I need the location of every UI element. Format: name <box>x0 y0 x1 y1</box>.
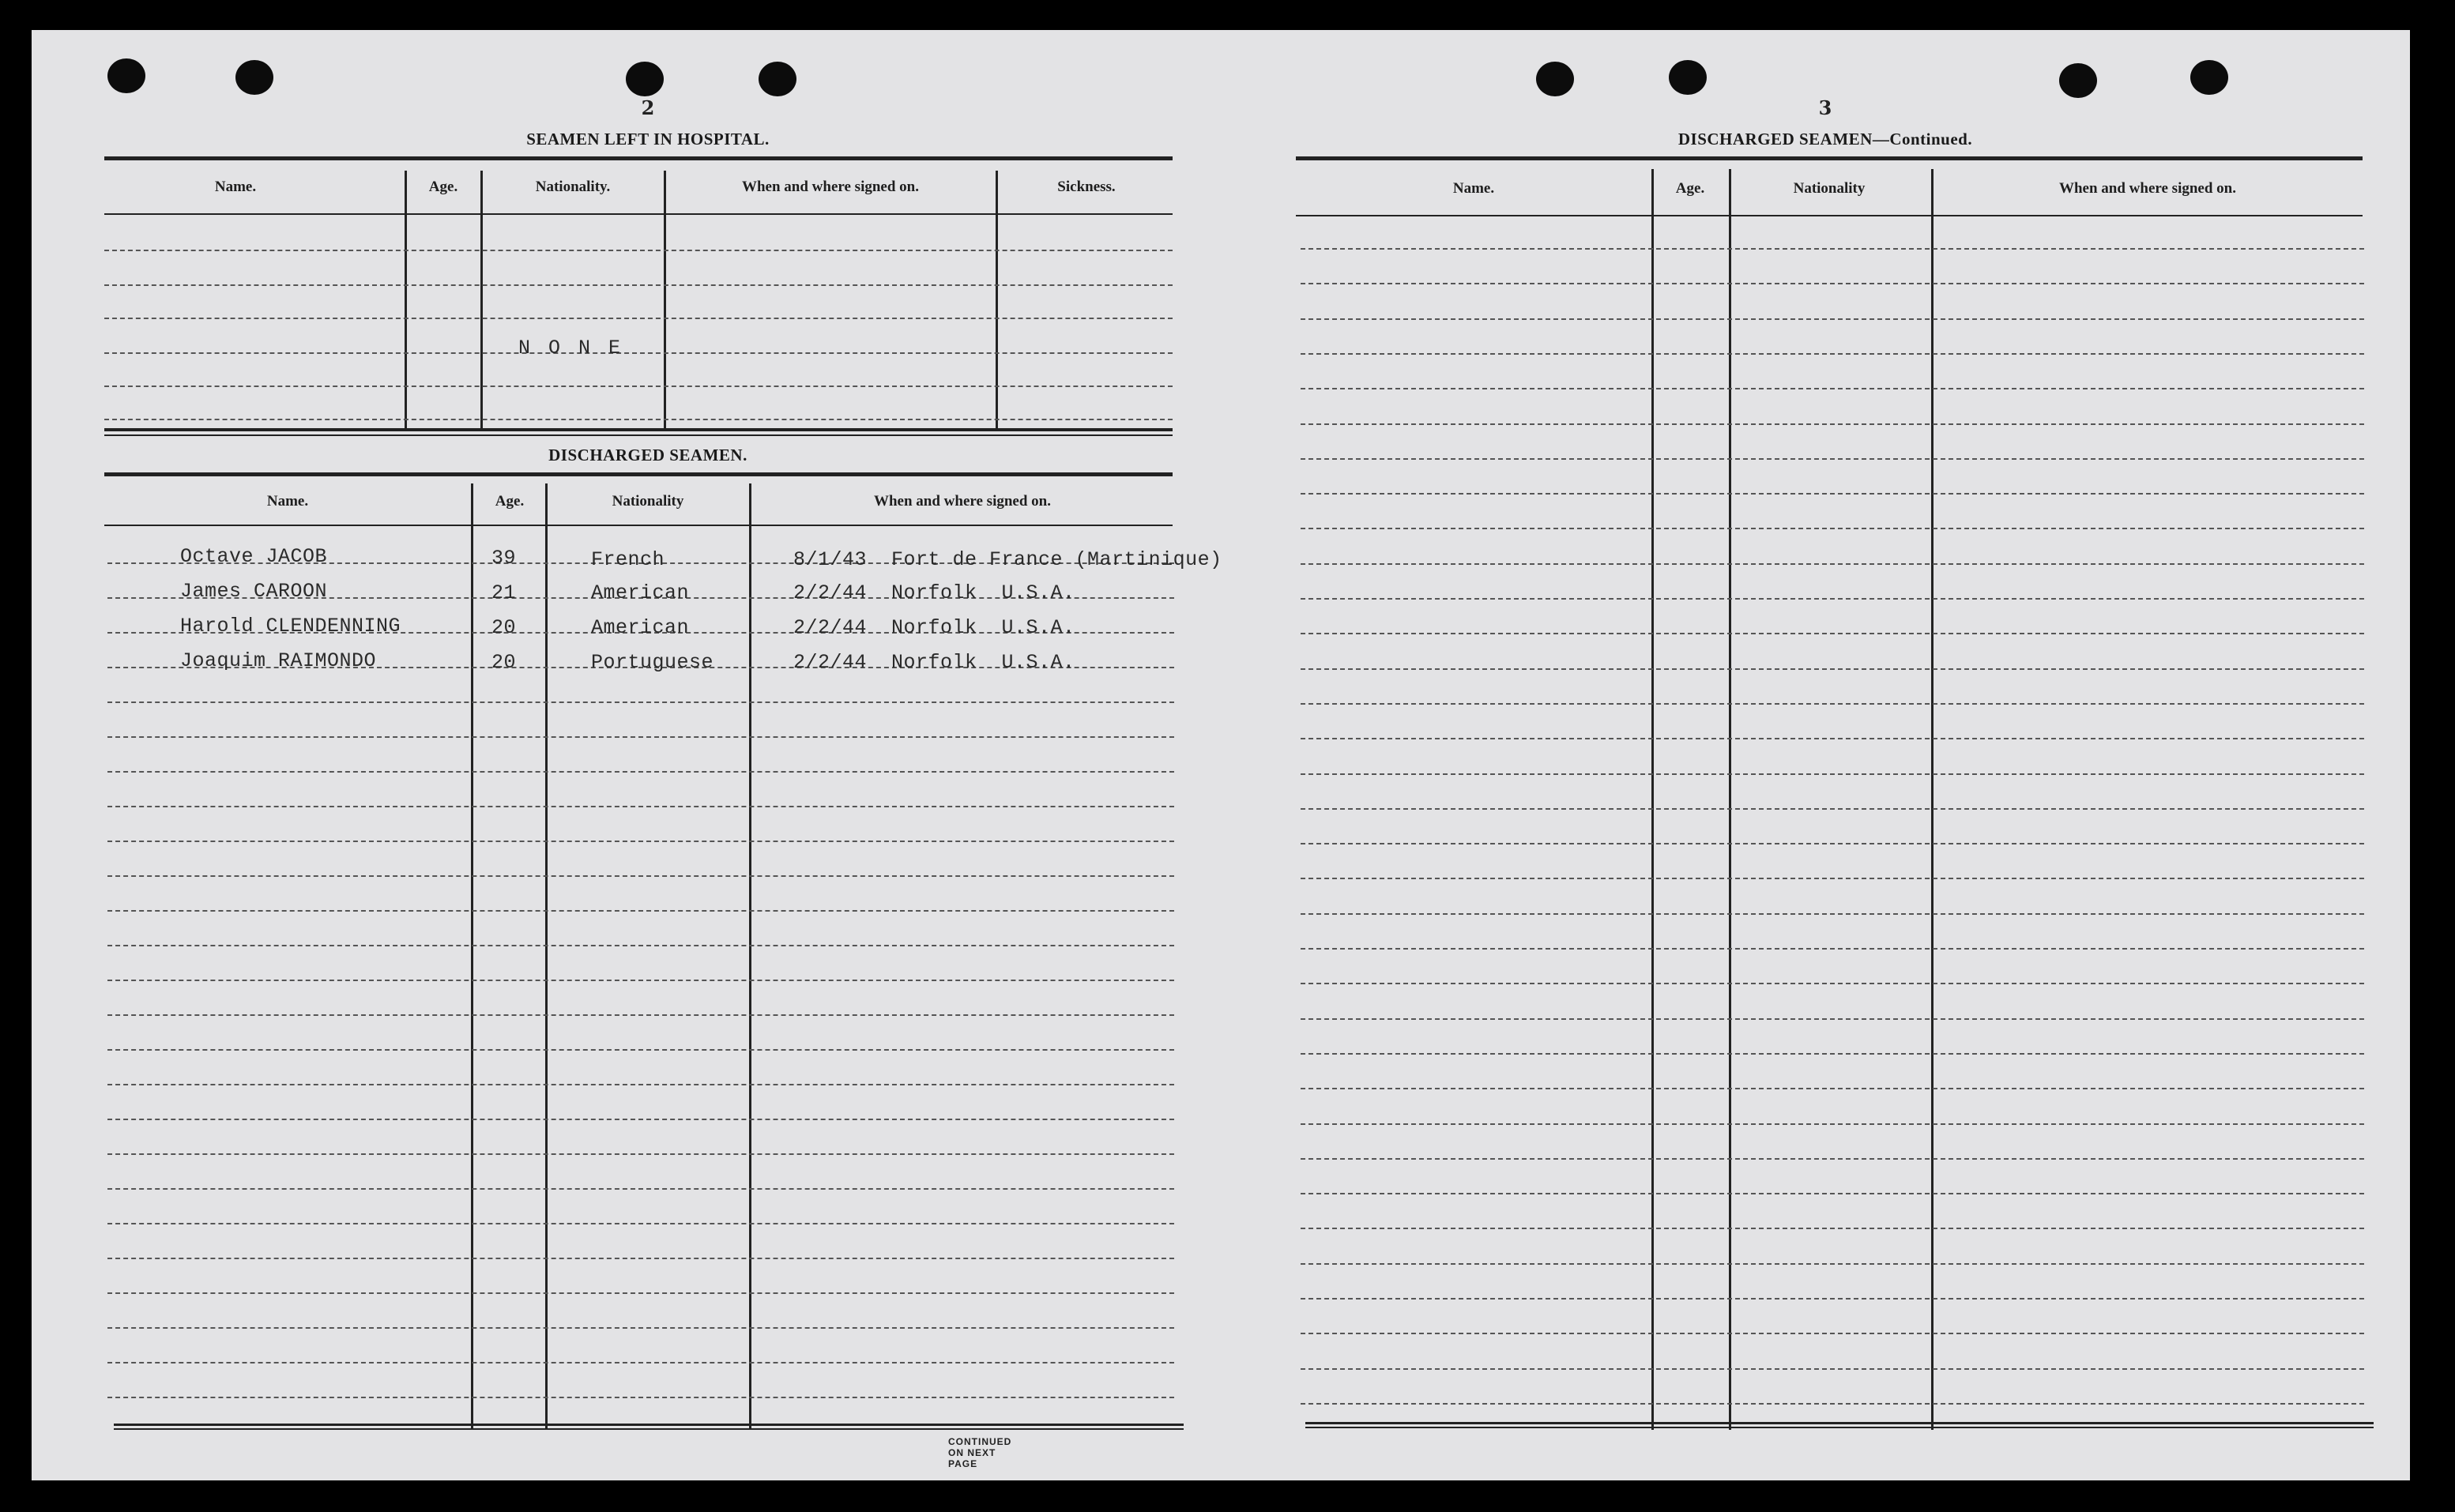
column-divider <box>480 171 483 430</box>
column-divider <box>545 483 548 1430</box>
punch-hole <box>235 60 273 95</box>
dotted-line <box>1301 1123 2364 1125</box>
dotted-line <box>104 250 1173 251</box>
hospital-header-age: Age. <box>428 179 458 195</box>
continued-header-age: Age. <box>1675 180 1705 197</box>
dotted-line <box>107 910 1174 912</box>
discharged-header-signed-on: When and where signed on. <box>873 493 1051 510</box>
dotted-line <box>1301 528 2364 529</box>
row-age: 39 <box>491 547 517 570</box>
dotted-line <box>1301 913 2364 915</box>
section-rule <box>104 428 1173 431</box>
section-rule <box>104 472 1173 476</box>
dotted-line <box>1301 563 2364 565</box>
dotted-line <box>1301 983 2364 984</box>
row-nationality: Portuguese <box>591 651 714 674</box>
dotted-line <box>1301 878 2364 879</box>
punch-hole <box>1536 62 1574 96</box>
dotted-line <box>107 1223 1174 1224</box>
bottom-rule <box>1305 1422 2374 1424</box>
hospital-header-sickness: Sickness. <box>1057 179 1116 195</box>
dotted-line <box>1301 1158 2364 1160</box>
row-signed-on: 2/2/44 Norfolk U.S.A. <box>793 651 1075 674</box>
dotted-line <box>107 1397 1174 1398</box>
dotted-line <box>104 352 1173 354</box>
punch-hole <box>107 58 145 93</box>
dotted-line <box>1301 1403 2364 1405</box>
dotted-line <box>1301 703 2364 705</box>
column-divider <box>405 171 407 430</box>
row-age: 20 <box>491 651 517 674</box>
column-divider <box>1729 169 1731 1430</box>
bottom-rule <box>114 1424 1184 1426</box>
dotted-line <box>1301 1228 2364 1229</box>
continued-header-signed-on: When and where signed on. <box>2058 180 2236 197</box>
column-divider <box>471 483 473 1430</box>
dotted-line <box>107 1049 1174 1051</box>
dotted-line <box>107 1362 1174 1363</box>
row-name: Octave JACOB <box>180 545 328 568</box>
discharged-section-title: DISCHARGED SEAMEN. <box>548 446 747 465</box>
dotted-line <box>1301 1298 2364 1299</box>
section-rule <box>104 434 1173 436</box>
row-signed-on: 2/2/44 Norfolk U.S.A. <box>793 581 1075 604</box>
dotted-line <box>107 1153 1174 1155</box>
punch-hole <box>2190 60 2228 95</box>
dotted-line <box>1301 1368 2364 1370</box>
dotted-line <box>1301 1088 2364 1089</box>
dotted-line <box>1301 423 2364 425</box>
dotted-line <box>107 1292 1174 1294</box>
section-rule <box>104 156 1173 160</box>
page-number: 2 <box>641 96 655 119</box>
dotted-line <box>1301 283 2364 284</box>
page-number: 3 <box>1818 96 1832 119</box>
dotted-line <box>107 1258 1174 1259</box>
dotted-line <box>104 419 1173 420</box>
dotted-line <box>1301 388 2364 389</box>
dotted-line <box>1301 948 2364 950</box>
continued-header-nationality: Nationality <box>1793 180 1866 197</box>
dotted-line <box>107 736 1174 738</box>
punch-hole <box>1669 60 1707 95</box>
dotted-line <box>1301 843 2364 844</box>
document-sheet <box>32 30 2410 1480</box>
dotted-line <box>107 701 1174 703</box>
dotted-line <box>1301 773 2364 775</box>
dotted-line <box>1301 1193 2364 1194</box>
dotted-line <box>104 318 1173 319</box>
bottom-rule <box>1305 1427 2374 1428</box>
dotted-line <box>1301 1018 2364 1020</box>
dotted-line <box>107 980 1174 981</box>
column-divider <box>996 171 998 430</box>
dotted-line <box>107 1014 1174 1016</box>
hospital-header-signed-on: When and where signed on. <box>741 179 919 195</box>
dotted-line <box>1301 1053 2364 1055</box>
dotted-line <box>107 1084 1174 1085</box>
discharged-header-nationality: Nationality <box>612 493 684 510</box>
section-rule <box>1296 156 2363 160</box>
dotted-line <box>1301 493 2364 495</box>
dotted-line <box>107 841 1174 842</box>
column-divider <box>1931 169 1934 1430</box>
dotted-line <box>1301 738 2364 739</box>
dotted-line <box>107 806 1174 807</box>
discharged-header-name: Name. <box>266 493 309 510</box>
row-signed-on: 8/1/43 Fort de France (Martinique) <box>793 548 1222 571</box>
header-rule <box>1296 215 2363 216</box>
continued-footer: CONTINUED ON NEXT PAGE <box>948 1436 1012 1469</box>
dotted-line <box>1301 808 2364 810</box>
dotted-line <box>1301 598 2364 600</box>
dotted-line <box>1301 318 2364 320</box>
row-name: Joaquim RAIMONDO <box>180 649 377 672</box>
row-name: James CAROON <box>180 580 328 603</box>
column-divider <box>1651 169 1654 1430</box>
discharged-continued-title: DISCHARGED SEAMEN—Continued. <box>1677 130 1973 149</box>
dotted-line <box>1301 353 2364 355</box>
continued-header-name: Name. <box>1452 180 1495 197</box>
dotted-line <box>107 1327 1174 1329</box>
dotted-line <box>104 284 1173 286</box>
dotted-line <box>1301 458 2364 460</box>
discharged-header-age: Age. <box>495 493 525 510</box>
dotted-line <box>1301 1333 2364 1334</box>
dotted-line <box>104 386 1173 387</box>
punch-hole <box>626 62 664 96</box>
dotted-line <box>107 771 1174 773</box>
column-divider <box>664 171 666 430</box>
hospital-section-title: SEAMEN LEFT IN HOSPITAL. <box>526 130 770 149</box>
dotted-line <box>1301 633 2364 634</box>
dotted-line <box>1301 248 2364 250</box>
dotted-line <box>107 945 1174 946</box>
header-rule <box>104 213 1173 215</box>
dotted-line <box>1301 1263 2364 1265</box>
dotted-line <box>1301 668 2364 670</box>
hospital-none-entry: N O N E <box>518 337 624 359</box>
dotted-line <box>107 1188 1174 1190</box>
row-age: 20 <box>491 616 517 639</box>
row-age: 21 <box>491 581 517 604</box>
punch-hole <box>759 62 796 96</box>
hospital-header-name: Name. <box>214 179 257 195</box>
column-divider <box>749 483 751 1430</box>
row-signed-on: 2/2/44 Norfolk U.S.A. <box>793 616 1075 639</box>
dotted-line <box>107 875 1174 877</box>
punch-hole <box>2059 63 2097 98</box>
dotted-line <box>107 1119 1174 1120</box>
header-rule <box>104 525 1173 526</box>
row-nationality: American <box>591 616 690 639</box>
hospital-header-nationality: Nationality. <box>535 179 611 195</box>
bottom-rule <box>114 1428 1184 1430</box>
row-nationality: French <box>591 548 665 571</box>
row-name: Harold CLENDENNING <box>180 615 401 638</box>
row-nationality: American <box>591 581 690 604</box>
